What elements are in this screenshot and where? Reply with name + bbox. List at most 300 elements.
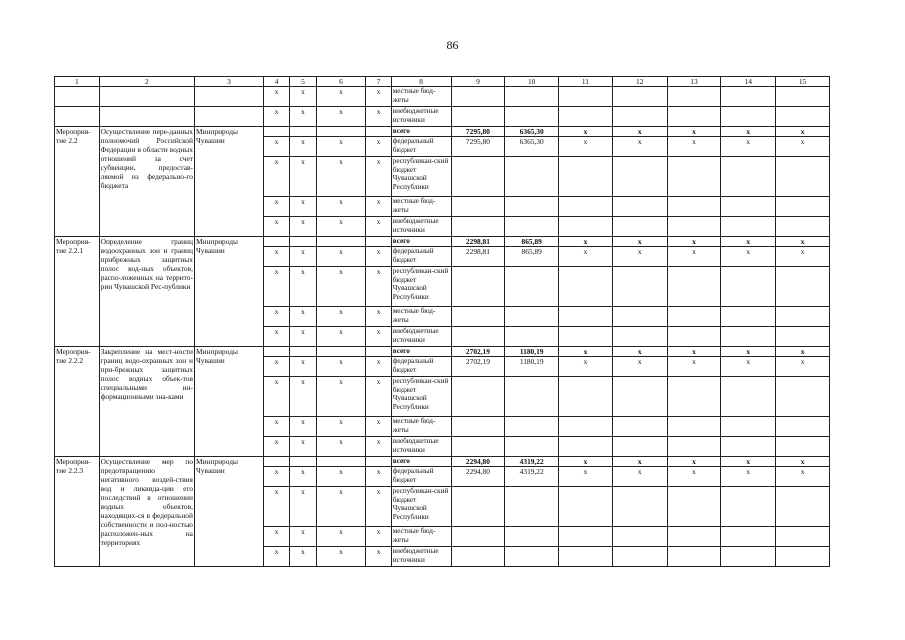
value-cell (667, 217, 721, 237)
marker-cell: x (263, 247, 289, 267)
value-cell (559, 307, 613, 327)
marker-cell: x (316, 437, 366, 457)
value-cell (721, 417, 776, 437)
marker-cell: x (316, 377, 366, 417)
value-cell (505, 267, 559, 307)
marker-cell (290, 127, 316, 137)
marker-cell: x (263, 197, 289, 217)
funding-source: всего (391, 347, 451, 357)
marker-cell (366, 237, 391, 247)
value-cell: 2702,19 (451, 357, 505, 377)
marker-cell: x (366, 547, 391, 567)
marker-cell: x (316, 267, 366, 307)
value-cell (721, 197, 776, 217)
value-cell: x (612, 357, 667, 377)
value-cell: 2294,80 (451, 457, 505, 467)
table-row (55, 457, 830, 467)
value-cell: x (612, 127, 667, 137)
marker-cell (290, 457, 316, 467)
value-cell: x (559, 457, 613, 467)
value-cell (559, 217, 613, 237)
value-cell (667, 307, 721, 327)
value-cell (776, 527, 830, 547)
value-cell (451, 377, 505, 417)
page-number: 86 (446, 38, 459, 52)
marker-cell: x (366, 437, 391, 457)
measure-description: Закрепление на мест-ности границ водо-охранных зон и при-брежных защитных полос водных объек-тов специальными ин-формационными зна-ками (99, 347, 194, 457)
value-cell (776, 267, 830, 307)
value-cell (559, 197, 613, 217)
funding-source: республикан-ский бюджет Чувашской Республики (391, 487, 451, 527)
marker-cell: x (316, 527, 366, 547)
value-cell (505, 107, 559, 127)
marker-cell: x (290, 487, 316, 527)
marker-cell (316, 347, 366, 357)
marker-cell: x (316, 107, 366, 127)
marker-cell (316, 237, 366, 247)
marker-cell: x (290, 527, 316, 547)
column-number-row (55, 77, 830, 87)
value-cell (667, 87, 721, 107)
measure-code: Мероприя-тие 2.2.3 (55, 457, 100, 567)
value-cell: 6365,30 (505, 137, 559, 157)
funding-source: республикан-ский бюджет Чувашской Республики (391, 157, 451, 197)
marker-cell: x (263, 107, 289, 127)
marker-cell: x (366, 327, 391, 347)
value-cell (451, 157, 505, 197)
value-cell (667, 157, 721, 197)
value-cell: x (667, 137, 721, 157)
marker-cell: x (263, 547, 289, 567)
marker-cell (366, 347, 391, 357)
marker-cell (366, 127, 391, 137)
marker-cell: x (316, 357, 366, 377)
marker-cell: x (290, 107, 316, 127)
value-cell (776, 487, 830, 527)
executor-cell (194, 107, 263, 127)
value-cell (667, 437, 721, 457)
marker-cell: x (263, 157, 289, 197)
value-cell (559, 157, 613, 197)
marker-cell (316, 127, 366, 137)
value-cell: x (721, 127, 776, 137)
value-cell: x (776, 457, 830, 467)
value-cell (505, 197, 559, 217)
value-cell (667, 527, 721, 547)
funding-source: внебюджетные источники (391, 547, 451, 567)
value-cell: x (612, 137, 667, 157)
value-cell (612, 437, 667, 457)
value-cell: x (559, 247, 613, 267)
value-cell: 2298,81 (451, 237, 505, 247)
column-number: 6 (316, 77, 366, 87)
value-cell (612, 307, 667, 327)
funding-source: федеральный бюджет (391, 247, 451, 267)
marker-cell: x (366, 467, 391, 487)
marker-cell: x (316, 547, 366, 567)
value-cell (776, 87, 830, 107)
value-cell (721, 527, 776, 547)
marker-cell (290, 237, 316, 247)
table-row (55, 237, 830, 247)
code-cell (55, 87, 100, 107)
marker-cell (290, 347, 316, 357)
value-cell: x (776, 357, 830, 377)
value-cell (776, 197, 830, 217)
marker-cell: x (366, 267, 391, 307)
marker-cell: x (263, 267, 289, 307)
value-cell (667, 327, 721, 347)
value-cell (559, 377, 613, 417)
marker-cell: x (290, 377, 316, 417)
value-cell (776, 107, 830, 127)
marker-cell: x (366, 307, 391, 327)
marker-cell: x (263, 87, 289, 107)
value-cell (612, 547, 667, 567)
value-cell: 4319,22 (505, 467, 559, 487)
funding-source: местные бюд-жеты (391, 527, 451, 547)
value-cell (667, 417, 721, 437)
marker-cell: x (263, 487, 289, 527)
value-cell: 7295,80 (451, 127, 505, 137)
value-cell: x (612, 467, 667, 487)
value-cell (721, 267, 776, 307)
funding-source: федеральный бюджет (391, 137, 451, 157)
value-cell: 6365,30 (505, 127, 559, 137)
value-cell: x (721, 247, 776, 267)
marker-cell: x (290, 467, 316, 487)
marker-cell: x (263, 217, 289, 237)
column-number: 14 (721, 77, 776, 87)
marker-cell (263, 347, 289, 357)
value-cell: 2298,81 (451, 247, 505, 267)
value-cell (559, 527, 613, 547)
value-cell (721, 307, 776, 327)
funding-source: федеральный бюджет (391, 467, 451, 487)
value-cell (612, 527, 667, 547)
marker-cell: x (290, 437, 316, 457)
marker-cell: x (290, 157, 316, 197)
funding-source: внебюджетные источники (391, 217, 451, 237)
value-cell: x (776, 247, 830, 267)
measure-executor: Минприроды Чувашии (194, 347, 263, 457)
value-cell (721, 107, 776, 127)
value-cell (721, 217, 776, 237)
marker-cell: x (366, 107, 391, 127)
marker-cell: x (263, 377, 289, 417)
value-cell: x (612, 347, 667, 357)
value-cell (776, 157, 830, 197)
value-cell (721, 437, 776, 457)
value-cell (612, 327, 667, 347)
marker-cell: x (290, 137, 316, 157)
value-cell (721, 377, 776, 417)
marker-cell: x (290, 547, 316, 567)
value-cell (667, 197, 721, 217)
value-cell (451, 437, 505, 457)
value-cell (721, 157, 776, 197)
value-cell (612, 417, 667, 437)
value-cell: x (667, 247, 721, 267)
measure-description: Определение границ водоохранных зон и границ прибрежных защитных полос вод-ных объектов, распо-ложенных на террито-рии Чувашской Рес-публики (99, 237, 194, 347)
marker-cell (316, 457, 366, 467)
value-cell (612, 487, 667, 527)
column-number: 2 (99, 77, 194, 87)
marker-cell: x (290, 327, 316, 347)
value-cell: x (776, 237, 830, 247)
value-cell: x (667, 467, 721, 487)
table-body (55, 77, 830, 567)
marker-cell: x (290, 267, 316, 307)
value-cell (559, 547, 613, 567)
value-cell: x (612, 237, 667, 247)
funding-source: местные бюд-жеты (391, 87, 451, 107)
marker-cell: x (263, 527, 289, 547)
value-cell (612, 267, 667, 307)
value-cell (612, 107, 667, 127)
measure-code: Мероприя-тие 2.2.1 (55, 237, 100, 347)
value-cell (776, 437, 830, 457)
funding-source: местные бюд-жеты (391, 307, 451, 327)
funding-source: республикан-ский бюджет Чувашской Республики (391, 267, 451, 307)
marker-cell: x (263, 327, 289, 347)
marker-cell: x (263, 467, 289, 487)
value-cell: x (612, 247, 667, 267)
funding-source: внебюджетные источники (391, 107, 451, 127)
marker-cell: x (290, 247, 316, 267)
value-cell (667, 107, 721, 127)
funding-source: местные бюд-жеты (391, 417, 451, 437)
marker-cell: x (290, 217, 316, 237)
value-cell (505, 527, 559, 547)
value-cell: x (612, 457, 667, 467)
funding-source: внебюджетные источники (391, 327, 451, 347)
measure-description: Осуществление мер по предотвращению негативного воздей-ствия вод и ликвида-ции его последствий в отношении водных объектов, находящих-ся в федеральной собственности и пол-ностью расположен-ных на территориях (99, 457, 194, 567)
marker-cell: x (290, 307, 316, 327)
value-cell (451, 217, 505, 237)
column-number: 8 (391, 77, 451, 87)
value-cell: 2294,80 (451, 467, 505, 487)
measure-executor: Минприроды Чувашии (194, 127, 263, 237)
value-cell: x (721, 357, 776, 377)
marker-cell: x (316, 327, 366, 347)
value-cell: x (721, 137, 776, 157)
marker-cell: x (366, 197, 391, 217)
value-cell (505, 377, 559, 417)
funding-source: республикан-ский бюджет Чувашской Республики (391, 377, 451, 417)
value-cell: x (721, 347, 776, 357)
value-cell: 4319,22 (505, 457, 559, 467)
value-cell (667, 377, 721, 417)
value-cell (451, 267, 505, 307)
marker-cell: x (366, 357, 391, 377)
marker-cell: x (366, 527, 391, 547)
marker-cell: x (366, 417, 391, 437)
marker-cell: x (263, 357, 289, 377)
executor-cell (194, 87, 263, 107)
table-row (55, 107, 830, 127)
value-cell (505, 417, 559, 437)
marker-cell: x (366, 487, 391, 527)
measure-code: Мероприя-тие 2.2.2 (55, 347, 100, 457)
value-cell: x (559, 237, 613, 247)
marker-cell (263, 127, 289, 137)
value-cell: 1180,19 (505, 357, 559, 377)
value-cell: x (721, 467, 776, 487)
value-cell: 865,89 (505, 247, 559, 267)
value-cell (451, 527, 505, 547)
value-cell: x (559, 467, 613, 487)
value-cell: x (559, 357, 613, 377)
marker-cell: x (316, 217, 366, 237)
value-cell (776, 307, 830, 327)
column-number: 13 (667, 77, 721, 87)
column-number: 9 (451, 77, 505, 87)
marker-cell: x (316, 197, 366, 217)
value-cell (612, 87, 667, 107)
marker-cell: x (366, 87, 391, 107)
value-cell (451, 87, 505, 107)
value-cell: x (776, 347, 830, 357)
value-cell (559, 417, 613, 437)
value-cell (451, 417, 505, 437)
value-cell (721, 327, 776, 347)
value-cell: x (559, 347, 613, 357)
value-cell (612, 157, 667, 197)
measure-executor: Минприроды Чувашии (194, 457, 263, 567)
value-cell: x (667, 347, 721, 357)
value-cell (559, 87, 613, 107)
table-row (55, 347, 830, 357)
column-number: 1 (55, 77, 100, 87)
value-cell (559, 437, 613, 457)
value-cell (505, 437, 559, 457)
marker-cell: x (366, 377, 391, 417)
value-cell (505, 157, 559, 197)
value-cell (721, 487, 776, 527)
table-row (55, 127, 830, 137)
value-cell (612, 377, 667, 417)
value-cell (667, 487, 721, 527)
marker-cell (366, 457, 391, 467)
funding-source: всего (391, 457, 451, 467)
value-cell: x (559, 137, 613, 157)
value-cell: x (667, 127, 721, 137)
value-cell (505, 217, 559, 237)
marker-cell: x (366, 217, 391, 237)
value-cell: 1180,19 (505, 347, 559, 357)
marker-cell: x (316, 247, 366, 267)
value-cell (505, 307, 559, 327)
value-cell: x (667, 357, 721, 377)
value-cell (505, 87, 559, 107)
value-cell: 2702,19 (451, 347, 505, 357)
value-cell: x (721, 457, 776, 467)
value-cell (776, 217, 830, 237)
description-cell (99, 87, 194, 107)
description-cell (99, 107, 194, 127)
budget-table (54, 76, 830, 567)
value-cell (776, 417, 830, 437)
marker-cell: x (263, 417, 289, 437)
marker-cell: x (366, 157, 391, 197)
marker-cell: x (366, 137, 391, 157)
value-cell (505, 487, 559, 527)
funding-source: внебюджетные источники (391, 437, 451, 457)
value-cell (667, 547, 721, 567)
funding-source: всего (391, 127, 451, 137)
marker-cell: x (290, 357, 316, 377)
marker-cell: x (290, 87, 316, 107)
value-cell (451, 307, 505, 327)
value-cell: x (776, 127, 830, 137)
marker-cell: x (316, 137, 366, 157)
value-cell: 865,89 (505, 237, 559, 247)
marker-cell (263, 237, 289, 247)
value-cell (559, 327, 613, 347)
value-cell (776, 547, 830, 567)
funding-source: местные бюд-жеты (391, 197, 451, 217)
value-cell (451, 547, 505, 567)
column-number: 3 (194, 77, 263, 87)
marker-cell: x (290, 417, 316, 437)
value-cell (451, 327, 505, 347)
column-number: 12 (612, 77, 667, 87)
value-cell (612, 217, 667, 237)
marker-cell: x (290, 197, 316, 217)
column-number: 11 (559, 77, 613, 87)
marker-cell: x (316, 487, 366, 527)
measure-description: Осуществление пере-данных полномочий Российской Федерации в области водных отношений за счет субвенции, предостав-ляемой из федерально-го бюджета (99, 127, 194, 237)
value-cell (559, 487, 613, 527)
value-cell: x (667, 237, 721, 247)
marker-cell: x (316, 467, 366, 487)
marker-cell: x (366, 247, 391, 267)
marker-cell: x (263, 137, 289, 157)
value-cell: x (776, 467, 830, 487)
value-cell (776, 327, 830, 347)
value-cell: x (667, 457, 721, 467)
marker-cell (263, 457, 289, 467)
value-cell: x (776, 137, 830, 157)
value-cell (451, 197, 505, 217)
value-cell (721, 547, 776, 567)
funding-source: федеральный бюджет (391, 357, 451, 377)
value-cell (451, 107, 505, 127)
value-cell (559, 107, 613, 127)
column-number: 15 (776, 77, 830, 87)
value-cell (721, 87, 776, 107)
value-cell (451, 487, 505, 527)
column-number: 10 (505, 77, 559, 87)
column-number: 5 (290, 77, 316, 87)
marker-cell: x (316, 417, 366, 437)
value-cell: 7295,80 (451, 137, 505, 157)
value-cell (776, 377, 830, 417)
column-number: 4 (263, 77, 289, 87)
table-row (55, 87, 830, 107)
marker-cell: x (316, 87, 366, 107)
marker-cell: x (316, 157, 366, 197)
measure-code: Мероприя-тие 2.2 (55, 127, 100, 237)
column-number: 7 (366, 77, 391, 87)
marker-cell: x (263, 437, 289, 457)
value-cell (667, 267, 721, 307)
value-cell: x (721, 237, 776, 247)
value-cell (505, 547, 559, 567)
value-cell (612, 197, 667, 217)
funding-source: всего (391, 237, 451, 247)
